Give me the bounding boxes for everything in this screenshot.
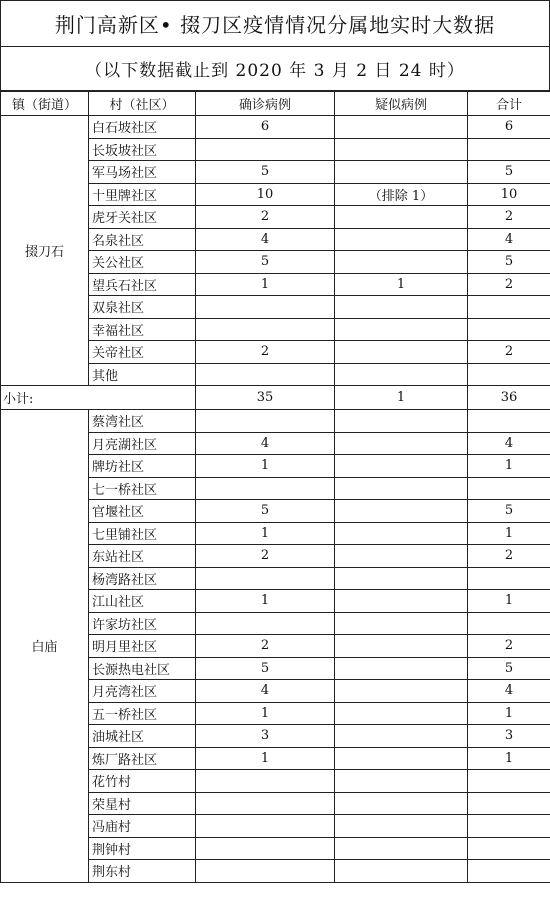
- confirmed-cell: [196, 770, 335, 793]
- suspected-cell: [335, 725, 468, 748]
- suspected-cell: [335, 500, 468, 523]
- village-cell: 虎牙关社区: [89, 206, 196, 229]
- total-cell: [468, 410, 550, 433]
- confirmed-cell: 5: [196, 500, 335, 523]
- header-town: 镇（街道）: [1, 92, 89, 116]
- suspected-cell: [335, 522, 468, 545]
- suspected-cell: [335, 635, 468, 658]
- confirmed-cell: 5: [196, 161, 335, 184]
- header-confirmed: 确诊病例: [196, 92, 335, 116]
- total-cell: 6: [468, 116, 550, 139]
- table-row: [1, 116, 550, 139]
- confirmed-cell: 1: [196, 747, 335, 770]
- total-cell: [468, 318, 550, 341]
- village-cell: 许家坊社区: [89, 612, 196, 635]
- header-village: 村（社区）: [89, 92, 196, 116]
- total-cell: 2: [468, 206, 550, 229]
- subtotal-suspected: 1: [335, 386, 468, 410]
- total-cell: 4: [468, 228, 550, 251]
- total-cell: [468, 477, 550, 500]
- village-cell: 东站社区: [89, 545, 196, 568]
- village-cell: 关公社区: [89, 251, 196, 274]
- suspected-cell: [335, 590, 468, 613]
- town-cell: 白庙: [1, 410, 89, 883]
- village-cell: 明月里社区: [89, 635, 196, 658]
- village-cell: 荣星村: [89, 792, 196, 815]
- table-header-row: [1, 92, 550, 116]
- village-cell: 荆钟村: [89, 837, 196, 860]
- village-cell: 杨湾路社区: [89, 567, 196, 590]
- page-title: 荆门高新区• 掇刀区疫情情况分属地实时大数据: [0, 0, 550, 46]
- suspected-cell: [335, 410, 468, 433]
- suspected-cell: [335, 770, 468, 793]
- village-cell: 关帝社区: [89, 341, 196, 364]
- suspected-cell: [335, 657, 468, 680]
- suspected-cell: [335, 455, 468, 478]
- total-cell: [468, 567, 550, 590]
- village-cell: 望兵石社区: [89, 273, 196, 296]
- village-cell: 冯庙村: [89, 815, 196, 838]
- suspected-cell: [335, 341, 468, 364]
- confirmed-cell: [196, 138, 335, 161]
- village-cell: 月亮湖社区: [89, 432, 196, 455]
- header-total: 合计: [468, 92, 550, 116]
- total-cell: 1: [468, 747, 550, 770]
- total-cell: [468, 612, 550, 635]
- village-cell: 炼厂路社区: [89, 747, 196, 770]
- confirmed-cell: 5: [196, 657, 335, 680]
- total-cell: 1: [468, 702, 550, 725]
- suspected-cell: [335, 161, 468, 184]
- total-cell: [468, 296, 550, 319]
- village-cell: 官堰社区: [89, 500, 196, 523]
- subtotal-row: [1, 386, 550, 410]
- village-cell: 月亮湾社区: [89, 680, 196, 703]
- village-cell: 长源热电社区: [89, 657, 196, 680]
- confirmed-cell: [196, 567, 335, 590]
- confirmed-cell: 1: [196, 702, 335, 725]
- confirmed-cell: 1: [196, 590, 335, 613]
- village-cell: 双泉社区: [89, 296, 196, 319]
- confirmed-cell: 2: [196, 206, 335, 229]
- confirmed-cell: 2: [196, 341, 335, 364]
- village-cell: 军马场社区: [89, 161, 196, 184]
- suspected-cell: [335, 116, 468, 139]
- suspected-cell: [335, 432, 468, 455]
- confirmed-cell: 4: [196, 228, 335, 251]
- village-cell: 名泉社区: [89, 228, 196, 251]
- suspected-cell: [335, 477, 468, 500]
- suspected-cell: [335, 792, 468, 815]
- data-table: [0, 91, 550, 883]
- suspected-cell: [335, 567, 468, 590]
- confirmed-cell: 6: [196, 116, 335, 139]
- village-cell: 七里铺社区: [89, 522, 196, 545]
- suspected-cell: [335, 206, 468, 229]
- confirmed-cell: 5: [196, 251, 335, 274]
- total-cell: 5: [468, 161, 550, 184]
- total-cell: [468, 792, 550, 815]
- total-cell: [468, 815, 550, 838]
- suspected-cell: [335, 680, 468, 703]
- village-cell: 十里牌社区: [89, 183, 196, 206]
- total-cell: [468, 770, 550, 793]
- confirmed-cell: [196, 860, 335, 883]
- village-cell: 幸福社区: [89, 318, 196, 341]
- village-cell: 七一桥社区: [89, 477, 196, 500]
- total-cell: 4: [468, 432, 550, 455]
- suspected-cell: [335, 251, 468, 274]
- confirmed-cell: 2: [196, 635, 335, 658]
- total-cell: 1: [468, 455, 550, 478]
- total-cell: 5: [468, 657, 550, 680]
- confirmed-cell: 10: [196, 183, 335, 206]
- confirmed-cell: 1: [196, 273, 335, 296]
- subtotal-total: 36: [468, 386, 550, 410]
- suspected-cell: [335, 363, 468, 386]
- village-cell: 江山社区: [89, 590, 196, 613]
- suspected-cell: [335, 837, 468, 860]
- total-cell: 1: [468, 522, 550, 545]
- village-cell: 白石坡社区: [89, 116, 196, 139]
- suspected-cell: [335, 545, 468, 568]
- confirmed-cell: 3: [196, 725, 335, 748]
- header-suspected: 疑似病例: [335, 92, 468, 116]
- suspected-cell: [335, 228, 468, 251]
- confirmed-cell: [196, 296, 335, 319]
- suspected-cell: [335, 318, 468, 341]
- total-cell: 5: [468, 251, 550, 274]
- confirmed-cell: [196, 477, 335, 500]
- village-cell: 荆东村: [89, 860, 196, 883]
- confirmed-cell: [196, 612, 335, 635]
- total-cell: 2: [468, 341, 550, 364]
- confirmed-cell: [196, 363, 335, 386]
- suspected-cell: [335, 296, 468, 319]
- table-body: [1, 92, 550, 883]
- total-cell: 5: [468, 500, 550, 523]
- confirmed-cell: [196, 792, 335, 815]
- suspected-cell: [335, 138, 468, 161]
- village-cell: 蔡湾社区: [89, 410, 196, 433]
- total-cell: 2: [468, 273, 550, 296]
- village-cell: 五一桥社区: [89, 702, 196, 725]
- total-cell: 3: [468, 725, 550, 748]
- total-cell: [468, 860, 550, 883]
- suspected-cell: [335, 612, 468, 635]
- confirmed-cell: [196, 837, 335, 860]
- confirmed-cell: 2: [196, 545, 335, 568]
- total-cell: 4: [468, 680, 550, 703]
- subtotal-confirmed: 35: [196, 386, 335, 410]
- suspected-cell: [335, 815, 468, 838]
- village-cell: 牌坊社区: [89, 455, 196, 478]
- confirmed-cell: 1: [196, 522, 335, 545]
- suspected-cell: 1: [335, 273, 468, 296]
- total-cell: 2: [468, 635, 550, 658]
- village-cell: 其他: [89, 363, 196, 386]
- total-cell: 10: [468, 183, 550, 206]
- total-cell: [468, 837, 550, 860]
- confirmed-cell: [196, 318, 335, 341]
- suspected-cell: [335, 860, 468, 883]
- page-subtitle: （以下数据截止到 2020 年 3 月 2 日 24 时）: [0, 46, 550, 91]
- suspected-cell: [335, 747, 468, 770]
- total-cell: 1: [468, 590, 550, 613]
- suspected-cell: （排除 1）: [335, 183, 468, 206]
- confirmed-cell: 1: [196, 455, 335, 478]
- village-cell: 长坂坡社区: [89, 138, 196, 161]
- confirmed-cell: 4: [196, 432, 335, 455]
- total-cell: [468, 138, 550, 161]
- confirmed-cell: [196, 815, 335, 838]
- village-cell: 花竹村: [89, 770, 196, 793]
- total-cell: [468, 363, 550, 386]
- town-cell: 掇刀石: [1, 116, 89, 386]
- total-cell: 2: [468, 545, 550, 568]
- village-cell: 油城社区: [89, 725, 196, 748]
- subtotal-label: 小计:: [1, 386, 196, 410]
- confirmed-cell: [196, 410, 335, 433]
- suspected-cell: [335, 702, 468, 725]
- confirmed-cell: 4: [196, 680, 335, 703]
- table-row: [1, 410, 550, 433]
